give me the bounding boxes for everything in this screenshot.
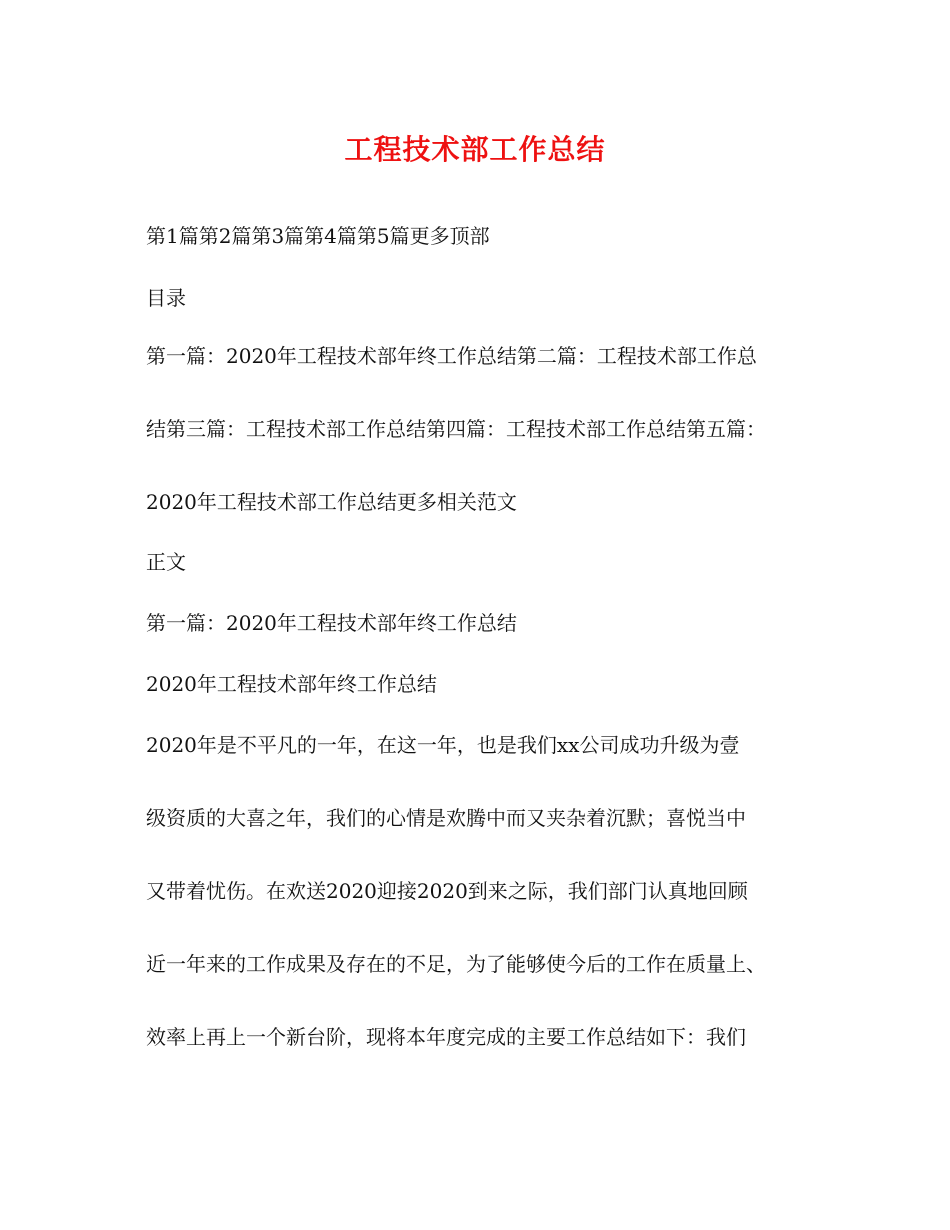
paragraph-line-1: 2020年是不平凡的一年，在这一年，也是我们xx公司成功升级为壹 (146, 733, 740, 757)
toc-line-2: 结第三篇：工程技术部工作总结第四篇：工程技术部工作总结第五篇： (146, 417, 766, 441)
toc-heading: 目录 (146, 286, 186, 310)
document-title: 工程技术部工作总结 (344, 133, 606, 166)
paragraph-line-2: 级资质的大喜之年，我们的心情是欢腾中而又夹杂着沉默；喜悦当中 (146, 806, 746, 830)
paragraph-line-5: 效率上再上一个新台阶，现将本年度完成的主要工作总结如下：我们 (146, 1025, 746, 1049)
body-heading: 正文 (146, 550, 186, 574)
paragraph-line-4: 近一年来的工作成果及存在的不足，为了能够使今后的工作在质量上、 (146, 952, 766, 976)
toc-line-3: 2020年工程技术部工作总结更多相关范文 (146, 490, 517, 514)
paragraph-line-3: 又带着忧伤。在欢送2020迎接2020到来之际，我们部门认真地回顾 (146, 879, 748, 903)
section-subtitle: 2020年工程技术部年终工作总结 (146, 672, 437, 696)
section-nav-line: 第1篇第2篇第3篇第4篇第5篇更多顶部 (146, 224, 490, 248)
toc-line-1: 第一篇：2020年工程技术部年终工作总结第二篇：工程技术部工作总 (146, 344, 757, 368)
section-heading: 第一篇：2020年工程技术部年终工作总结 (146, 611, 517, 635)
